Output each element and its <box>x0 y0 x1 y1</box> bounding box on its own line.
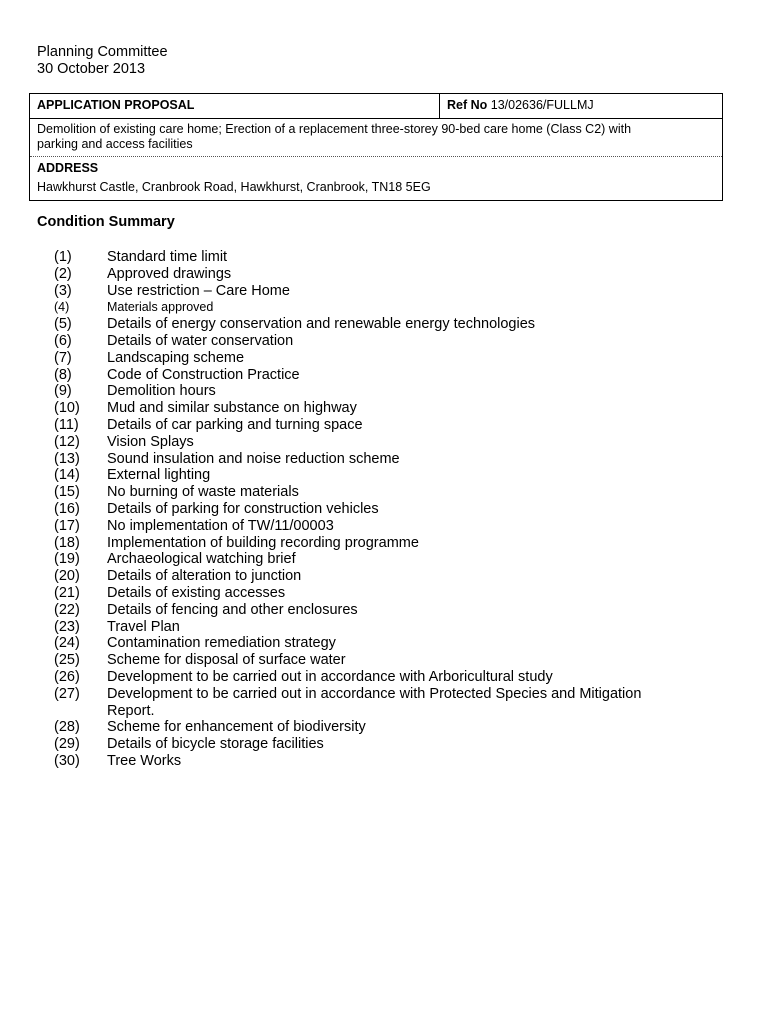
condition-number: (19) <box>54 551 80 568</box>
condition-number: (7) <box>54 349 72 366</box>
condition-number: (13) <box>54 450 80 467</box>
condition-item <box>37 283 717 300</box>
condition-item <box>37 316 717 333</box>
condition-item <box>37 434 717 451</box>
condition-item <box>37 467 717 484</box>
condition-number: (26) <box>54 668 80 685</box>
condition-number: (25) <box>54 652 80 669</box>
condition-number: (18) <box>54 534 80 551</box>
condition-item <box>37 501 717 518</box>
condition-text: Use restriction – Care Home <box>107 282 290 299</box>
condition-text: Standard time limit <box>107 249 228 265</box>
condition-number: (27) <box>54 685 80 702</box>
condition-text: Details of existing accesses <box>107 584 286 601</box>
condition-number: (24) <box>54 635 80 652</box>
condition-text: Code of Construction Practice <box>107 366 300 383</box>
condition-item <box>37 417 717 434</box>
condition-number: (3) <box>54 282 72 299</box>
condition-number: (15) <box>54 484 80 501</box>
ref-no-label: Ref No <box>447 98 488 112</box>
condition-number: (6) <box>54 332 72 349</box>
condition-text: No burning of waste materials <box>107 484 299 501</box>
condition-number: (29) <box>54 736 80 753</box>
condition-number: (5) <box>54 316 72 333</box>
condition-item <box>37 585 717 602</box>
reference-number-cell <box>440 94 722 118</box>
condition-text: Scheme for disposal of surface water <box>107 652 346 669</box>
condition-item <box>37 484 717 501</box>
condition-text: Archaeological watching brief <box>107 551 296 568</box>
condition-number: (2) <box>54 265 72 282</box>
condition-number: (12) <box>54 433 80 450</box>
proposal-ref-row <box>30 94 722 119</box>
condition-summary-title: Condition Summary <box>37 214 175 230</box>
condition-item <box>37 686 717 720</box>
condition-text: Demolition hours <box>107 383 216 400</box>
address-value: Hawkhurst Castle, Cranbrook Road, Hawkhurst, Cranbrook, TN18 5EG <box>37 180 431 194</box>
condition-number: (21) <box>54 584 80 601</box>
condition-item <box>37 535 717 552</box>
condition-text <box>107 686 717 720</box>
condition-text: Details of car parking and turning space <box>107 416 363 433</box>
condition-item <box>37 551 717 568</box>
condition-text: Details of parking for construction vehicles <box>107 500 379 517</box>
condition-text: Scheme for enhancement of biodiversity <box>107 719 366 736</box>
condition-number: (17) <box>54 517 80 534</box>
condition-number: (16) <box>54 500 80 517</box>
condition-item <box>37 333 717 350</box>
ref-no-value: 13/02636/FULLMJ <box>490 98 594 112</box>
condition-item <box>37 249 717 266</box>
condition-item <box>37 367 717 384</box>
condition-item <box>37 518 717 535</box>
condition-item <box>37 299 717 316</box>
condition-text-line-2: Report. <box>107 702 155 719</box>
description-line-2: parking and access facilities <box>37 137 193 151</box>
condition-number: (20) <box>54 568 80 585</box>
application-info-box <box>29 93 723 201</box>
condition-text: Tree Works <box>107 752 182 769</box>
proposal-description <box>30 119 722 157</box>
condition-item <box>37 266 717 283</box>
condition-text: Details of water conservation <box>107 332 294 349</box>
condition-list <box>37 249 717 770</box>
application-proposal-label: APPLICATION PROPOSAL <box>30 94 440 118</box>
condition-item <box>37 736 717 753</box>
condition-item <box>37 719 717 736</box>
condition-text: No implementation of TW/11/00003 <box>107 517 334 534</box>
condition-text: External lighting <box>107 467 211 484</box>
condition-number: (10) <box>54 400 80 417</box>
condition-text: Vision Splays <box>107 433 194 450</box>
condition-number: (11) <box>54 416 79 433</box>
condition-item <box>37 350 717 367</box>
condition-text: Landscaping scheme <box>107 349 245 366</box>
condition-number: (1) <box>54 249 72 265</box>
condition-text: Details of alteration to junction <box>107 568 302 585</box>
condition-item <box>37 619 717 636</box>
condition-text: Materials approved <box>107 300 214 315</box>
condition-text: Approved drawings <box>107 265 232 282</box>
condition-text: Mud and similar substance on highway <box>107 400 357 417</box>
condition-number: (9) <box>54 383 72 400</box>
condition-text: Details of fencing and other enclosures <box>107 601 358 618</box>
document-header <box>37 44 168 78</box>
condition-text: Sound insulation and noise reduction scheme <box>107 450 400 467</box>
condition-number: (23) <box>54 618 80 635</box>
condition-item <box>37 568 717 585</box>
condition-text: Details of energy conservation and renewable energy technologies <box>107 316 536 333</box>
condition-text: Implementation of building recording programme <box>107 534 419 551</box>
condition-number: (22) <box>54 601 80 618</box>
condition-text: Travel Plan <box>107 618 180 635</box>
condition-item <box>37 652 717 669</box>
condition-number: (8) <box>54 366 72 383</box>
meeting-date: 30 October 2013 <box>37 61 146 77</box>
committee-name: Planning Committee <box>37 44 168 60</box>
condition-text: Details of bicycle storage facilities <box>107 736 324 753</box>
condition-item <box>37 635 717 652</box>
condition-number: (14) <box>54 467 80 484</box>
description-line-1: Demolition of existing care home; Erection of a replacement three-storey 90-bed care home (Class C2) with <box>37 122 632 136</box>
condition-text-line-1: Development to be carried out in accordance with Protected Species and Mitigation <box>107 685 642 702</box>
condition-item <box>37 383 717 400</box>
condition-item <box>37 602 717 619</box>
condition-item <box>37 400 717 417</box>
condition-item <box>37 669 717 686</box>
condition-text: Development to be carried out in accordance with Arboricultural study <box>107 668 553 685</box>
condition-text: Contamination remediation strategy <box>107 635 336 652</box>
condition-number: (30) <box>54 752 80 769</box>
condition-number: (4) <box>54 300 70 315</box>
condition-item <box>37 753 717 770</box>
condition-item <box>37 451 717 468</box>
condition-number: (28) <box>54 719 80 736</box>
address-label: ADDRESS <box>37 161 99 175</box>
